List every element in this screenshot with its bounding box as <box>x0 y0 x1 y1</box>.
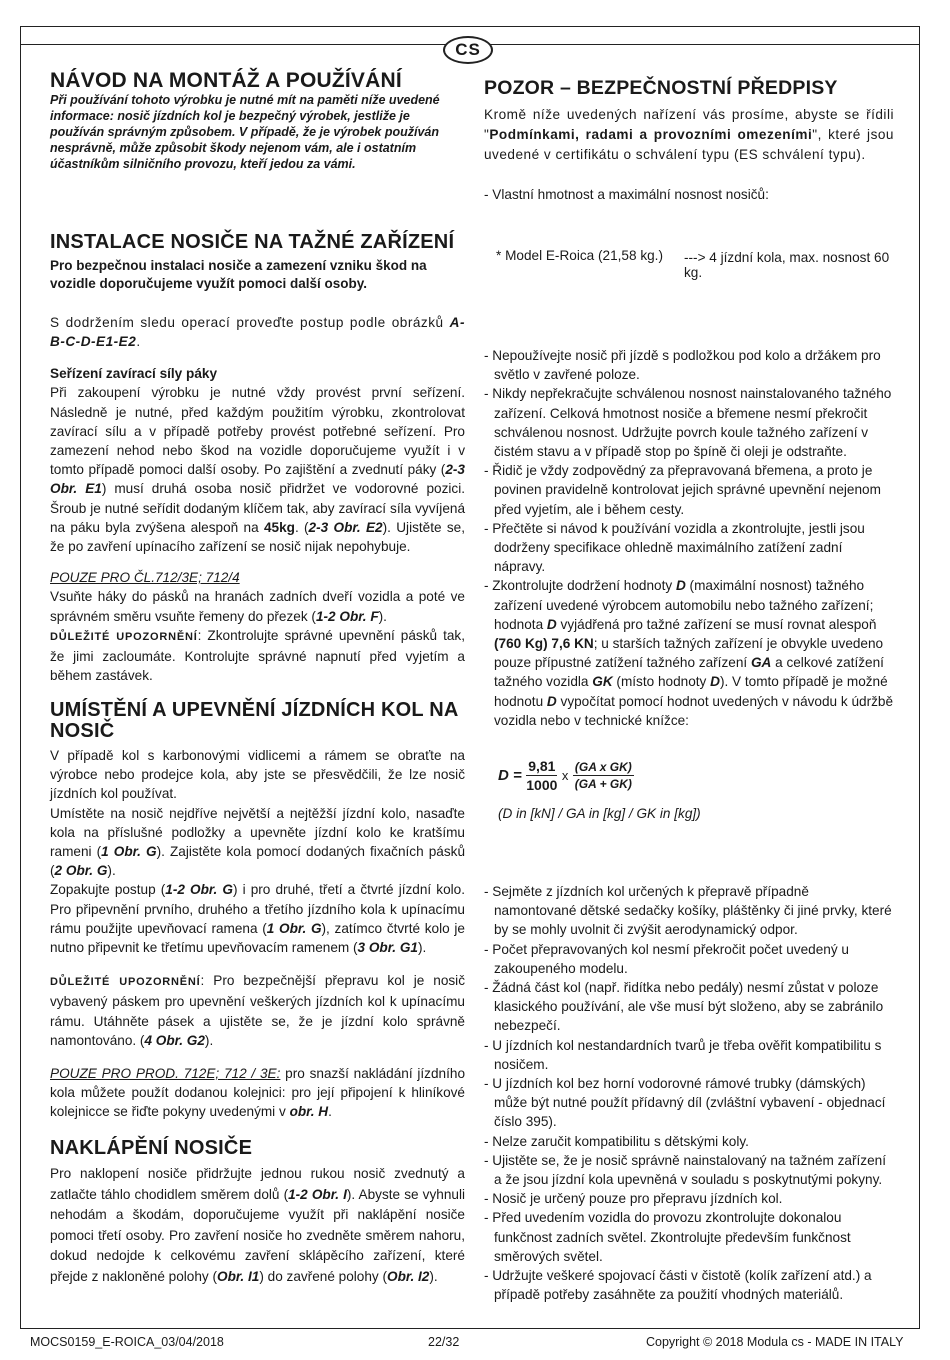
list-item: - U jízdních kol bez horní vodorovné rámové trubky (dámských) může být nutné použít přídavný díl (zvláštní vybavení - objednací číslo 395). <box>484 1076 886 1130</box>
page-title: NÁVOD NA MONTÁŽ A POUŽÍVÁNÍ <box>50 69 402 92</box>
adjust-paragraph: Při zakoupení výrobku je nutné vždy provést první seřízení. Následně je nutné, před každým použitím výrobku, zkontrolovat zavírací sílu a v případě potřeby provést potřebné seřízení. Pro zamezení nehod nebo škod na vozidle doporučujeme využít i v tomto případě pomoci další osoby. Po zajištění a zvednutí páky (2-3 Obr. E1) musí druhá osoba nosič přidržet ve vodorovné pozici. Šroub je nutné seřídit dodaným klíčem tak, aby zavírací síla vyvíjená na páku byla zvýšena alespoň na 45kg. (2-3 Obr. E2). Ujistěte se, že po zavření upínacího zařízení se nosič nijak nepohybuje. <box>50 385 466 555</box>
list-item: - Počet přepravovaných kol nesmí překročit počet uvedený u zakoupeného modelu. <box>484 941 849 976</box>
rules-list-2 <box>484 882 894 1304</box>
placement-section <box>50 700 465 1122</box>
list-item: - Řidič je vždy zodpovědný za přepravovaná břemena, a proto je povinen pravidelně kontrolovat jejich správné upevnění nejenom před vyjetím, ale i během cesty. <box>484 463 881 517</box>
list-item: - Nepoužívejte nosič při jízdě s podložkou pod kolo a držákem pro světlo v zavřené poloze. <box>484 348 881 383</box>
formula-fraction-1: $\frac{9,81}{1000}$ <box>526 758 558 793</box>
sequence-ref: A-B-C-D-E1-E2 <box>50 315 465 350</box>
install-title: INSTALACE NOSIČE NA TAŽNÉ ZAŘÍZENÍ <box>50 231 455 253</box>
placement-title: UMÍSTĚNÍ A UPEVNĚNÍ JÍZDNÍCH KOL NA NOSIČ <box>50 699 458 742</box>
install-lead: Pro bezpečnou instalaci nosiče a zamezení vzniku škod na vozidle doporučujeme využít pomoci další osoby. <box>50 258 427 291</box>
list-item: - Nosič je určený pouze pro přepravu jízdních kol. <box>484 1191 783 1207</box>
tilt-title: NAKLÁPĚNÍ NOSIČE <box>50 1137 253 1159</box>
weight-line: - Vlastní hmotnost a maximální nosnost nosičů: <box>484 187 769 202</box>
list-item: - Přečtěte si návod k používání vozidla a zkontrolujte, jestli jsou dodrženy specifikace ohledně maximálního zatížení zadní nápravy. <box>484 520 865 575</box>
placement-p1: V případě kol s karbonovými vidlicemi a rámem se obraťte na výrobce nebo prodejce kola, aby jste se přesvědčili, že lze nosič jízdních kol používat. <box>50 748 465 802</box>
intro-warning: Při používání tohoto výrobku je nutné mít na paměti níže uvedené informace: nosič jízdních kol je bezpečný výrobek, jestliže je používán správným způsobem. V případě, že je výrobek používán nesprávně, může způsobit škody nejenom vám, ale i ostatním účastníkům silničního provozu, kteří jedou za vámi. <box>50 93 440 171</box>
d-value-item: - Zkontrolujte dodržení hodnoty D (maximální nosnost) tažného zařízení uvedené výrobcem automobilu nebo tažného zařízení; hodnota D vyjádřená pro tažné zařízení se musí rovnat alespoň (760 Kg) 7,6 KN; u starších tažných zařízení je obvykle uvedeno pouze přípustné zatížení tažného zařízení GA a celkové zatížení tažného vozidla GK (místo hodnoty D). V tomto případě je možné hodnotu D vypočítat pomocí hodnot uvedených v návodu k údržbě vozidla nebo v technické knížce: <box>484 578 894 728</box>
formula-units: (D in [kN] / GA in [kg] / GK in [kg]) <box>498 806 701 821</box>
safety-intro: Kromě níže uvedených nařízení vás prosíme, abyste se řídili "Podmínkami, radami a provozními omezeními", které jsou uvedené v certifikátu o schválení typu (ES schválení typu). <box>484 107 894 162</box>
list-item: - Nelze zaručit kompatibilitu s dětskými koly. <box>484 1133 749 1149</box>
only-712-label: POUZE PRO ČL.712/3E; 712/4 <box>50 570 240 586</box>
language-badge: CS <box>443 36 493 64</box>
hooks-paragraph: Vsuňte háky do pásků na hranách zadních dveří vozidla a poté ve správném směru vsuňte řemeny do přezek (1-2 Obr. F). <box>50 589 465 624</box>
list-item: - Udržujte veškeré spojovací části v čistotě (kolík zařízení atd.) a případě potřeby zasáhněte za použití vhodných materiálů. <box>484 1268 872 1303</box>
model-name: * Model E-Roica (21,58 kg.) <box>496 248 663 263</box>
safety-section <box>484 78 894 204</box>
tilt-paragraph: Pro naklopení nosiče přidržujte jednou rukou nosič zvednutý a zatlačte táhlo chodidlem směrem dolů (1-2 Obr. I). Abyste se vyhnuli nehodám a škodám, doporučujeme využít při naklápění nosiče pomoci třetí osoby. Pro zavření nosiče ho zvedněte směrem nahoru, dokud nedojde k celkovému zavření sklápěcího zařízení, které přejde z nakloněné polohy (Obr. I1) do zavřené polohy (Obr. I2). <box>50 1166 465 1284</box>
assembly-section <box>50 70 465 172</box>
list-item: - Nikdy nepřekračujte schválenou nosnost nainstalovaného tažného zařízení. Celková hmotnost nosiče a břemene nesmí překročit schválenou nosnost. Udržujte povrch koule tažného zařízení v čistém stavu a v případě stop po špíně či oleji je odstraňte. <box>484 386 892 460</box>
placement-p2: Umístěte na nosič nejdříve největší a nejtěžší jízdní kolo, nasaďte kola na příslušné podložky a upevněte jízdní kolo ke kratšímu rameni (1 Obr. G). Zajistěte kola pomocí dodaných fixačních pásků (2 Obr. G). <box>50 805 465 879</box>
install-section <box>50 232 465 293</box>
footer-copyright: Copyright © 2018 Modula cs - MADE IN ITALY <box>646 1335 904 1349</box>
tilt-section <box>50 1138 465 1287</box>
d-formula: D = $\frac{9,81}{1000}$ x $\frac{\text{(GA x GK)}}{(GA + GK)}$ <box>498 758 632 793</box>
model-capacity: ---> 4 jízdní kola, max. nosnost 60 kg. <box>684 250 890 280</box>
sequence-paragraph: S dodržením sledu operací proveďte postup podle obrázků A-B-C-D-E1-E2. <box>50 315 465 350</box>
list-item: - Žádná část kol (např. řidítka nebo pedály) nesmí zůstat v poloze klasického používání, ale vše musí být složeno, aby se zabránilo nebezpečí. <box>484 980 884 1034</box>
formula-lhs: D = <box>498 767 522 784</box>
safety-title: POZOR – BEZPEČNOSTNÍ PŘEDPISY <box>484 77 838 99</box>
formula-fraction-2: $\frac{\text{(GA x GK)}}{(GA + GK)}$ <box>574 760 632 791</box>
install-body <box>50 313 465 685</box>
placement-p3: Zopakujte postup (1-2 Obr. G) i pro druhé, třetí a čtvrté jízdní kolo. Pro připevnění prvního, druhého a třetího jízdního kola k upínacímu rámu použijte upevňovací ramena (1 Obr. G), zatímco čtvrté kolo je nutno připevnit ke třetímu upevňovacím ramenem (3 Obr. G1). <box>50 882 466 956</box>
important-note-1: DŮLEŽITÉ UPOZORNĚNÍ: Zkontrolujte správné upevnění pásků tak, že jimi zacloumáte. Kontrolujte správné napnutí před vyjetím a během zastávek. <box>50 627 465 684</box>
list-item: - Sejměte z jízdních kol určených k přepravě případně namontované dětské sedačky košíky, pláštěnky či jiné prvky, které by se mohly uvolnit či zvýšit aerodynamický odpor. <box>484 884 892 938</box>
footer-doc-code: MOCS0159_E-ROICA_03/04/2018 <box>30 1335 224 1349</box>
list-item: - Před uvedením vozidla do provozu zkontrolujte dokonalou funkčnost zadních světel. Zkontrolujte především funkčnost směrových světel. <box>484 1210 851 1264</box>
rules-list-1 <box>484 346 894 730</box>
list-item: - Ujistěte se, že je nosič správně nainstalovaný na tažném zařízení a že jsou jízdní kola upevněná v souladu s poskytnutými pokyny. <box>484 1152 886 1188</box>
footer-page-number: 22/32 <box>428 1335 460 1349</box>
adjust-subtitle: Seřízení zavírací síly páky <box>50 366 218 382</box>
list-item: - U jízdních kol nestandardních tvarů je třeba ověřit kompatibilitu s nosičem. <box>484 1037 882 1072</box>
rail-paragraph: POUZE PRO PROD. 712E; 712 / 3E: pro snazší nakládání jízdního kola můžete použít dodanou kolejnici: pro její připojení k hliníkové kolejnicce se řiďte pokyny uvedenými v obr. H. <box>50 1066 465 1120</box>
important-note-2: DŮLEŽITÉ UPOZORNĚNÍ: Pro bezpečnější přepravu kol je nosič vybavený páskem pro upevnění veškerých jízdních kol k upínacímu rámu. Utáhněte pásek a ujistěte se, že je jízdní kolo správně namontováno. (4 Obr. G2). <box>50 973 465 1048</box>
